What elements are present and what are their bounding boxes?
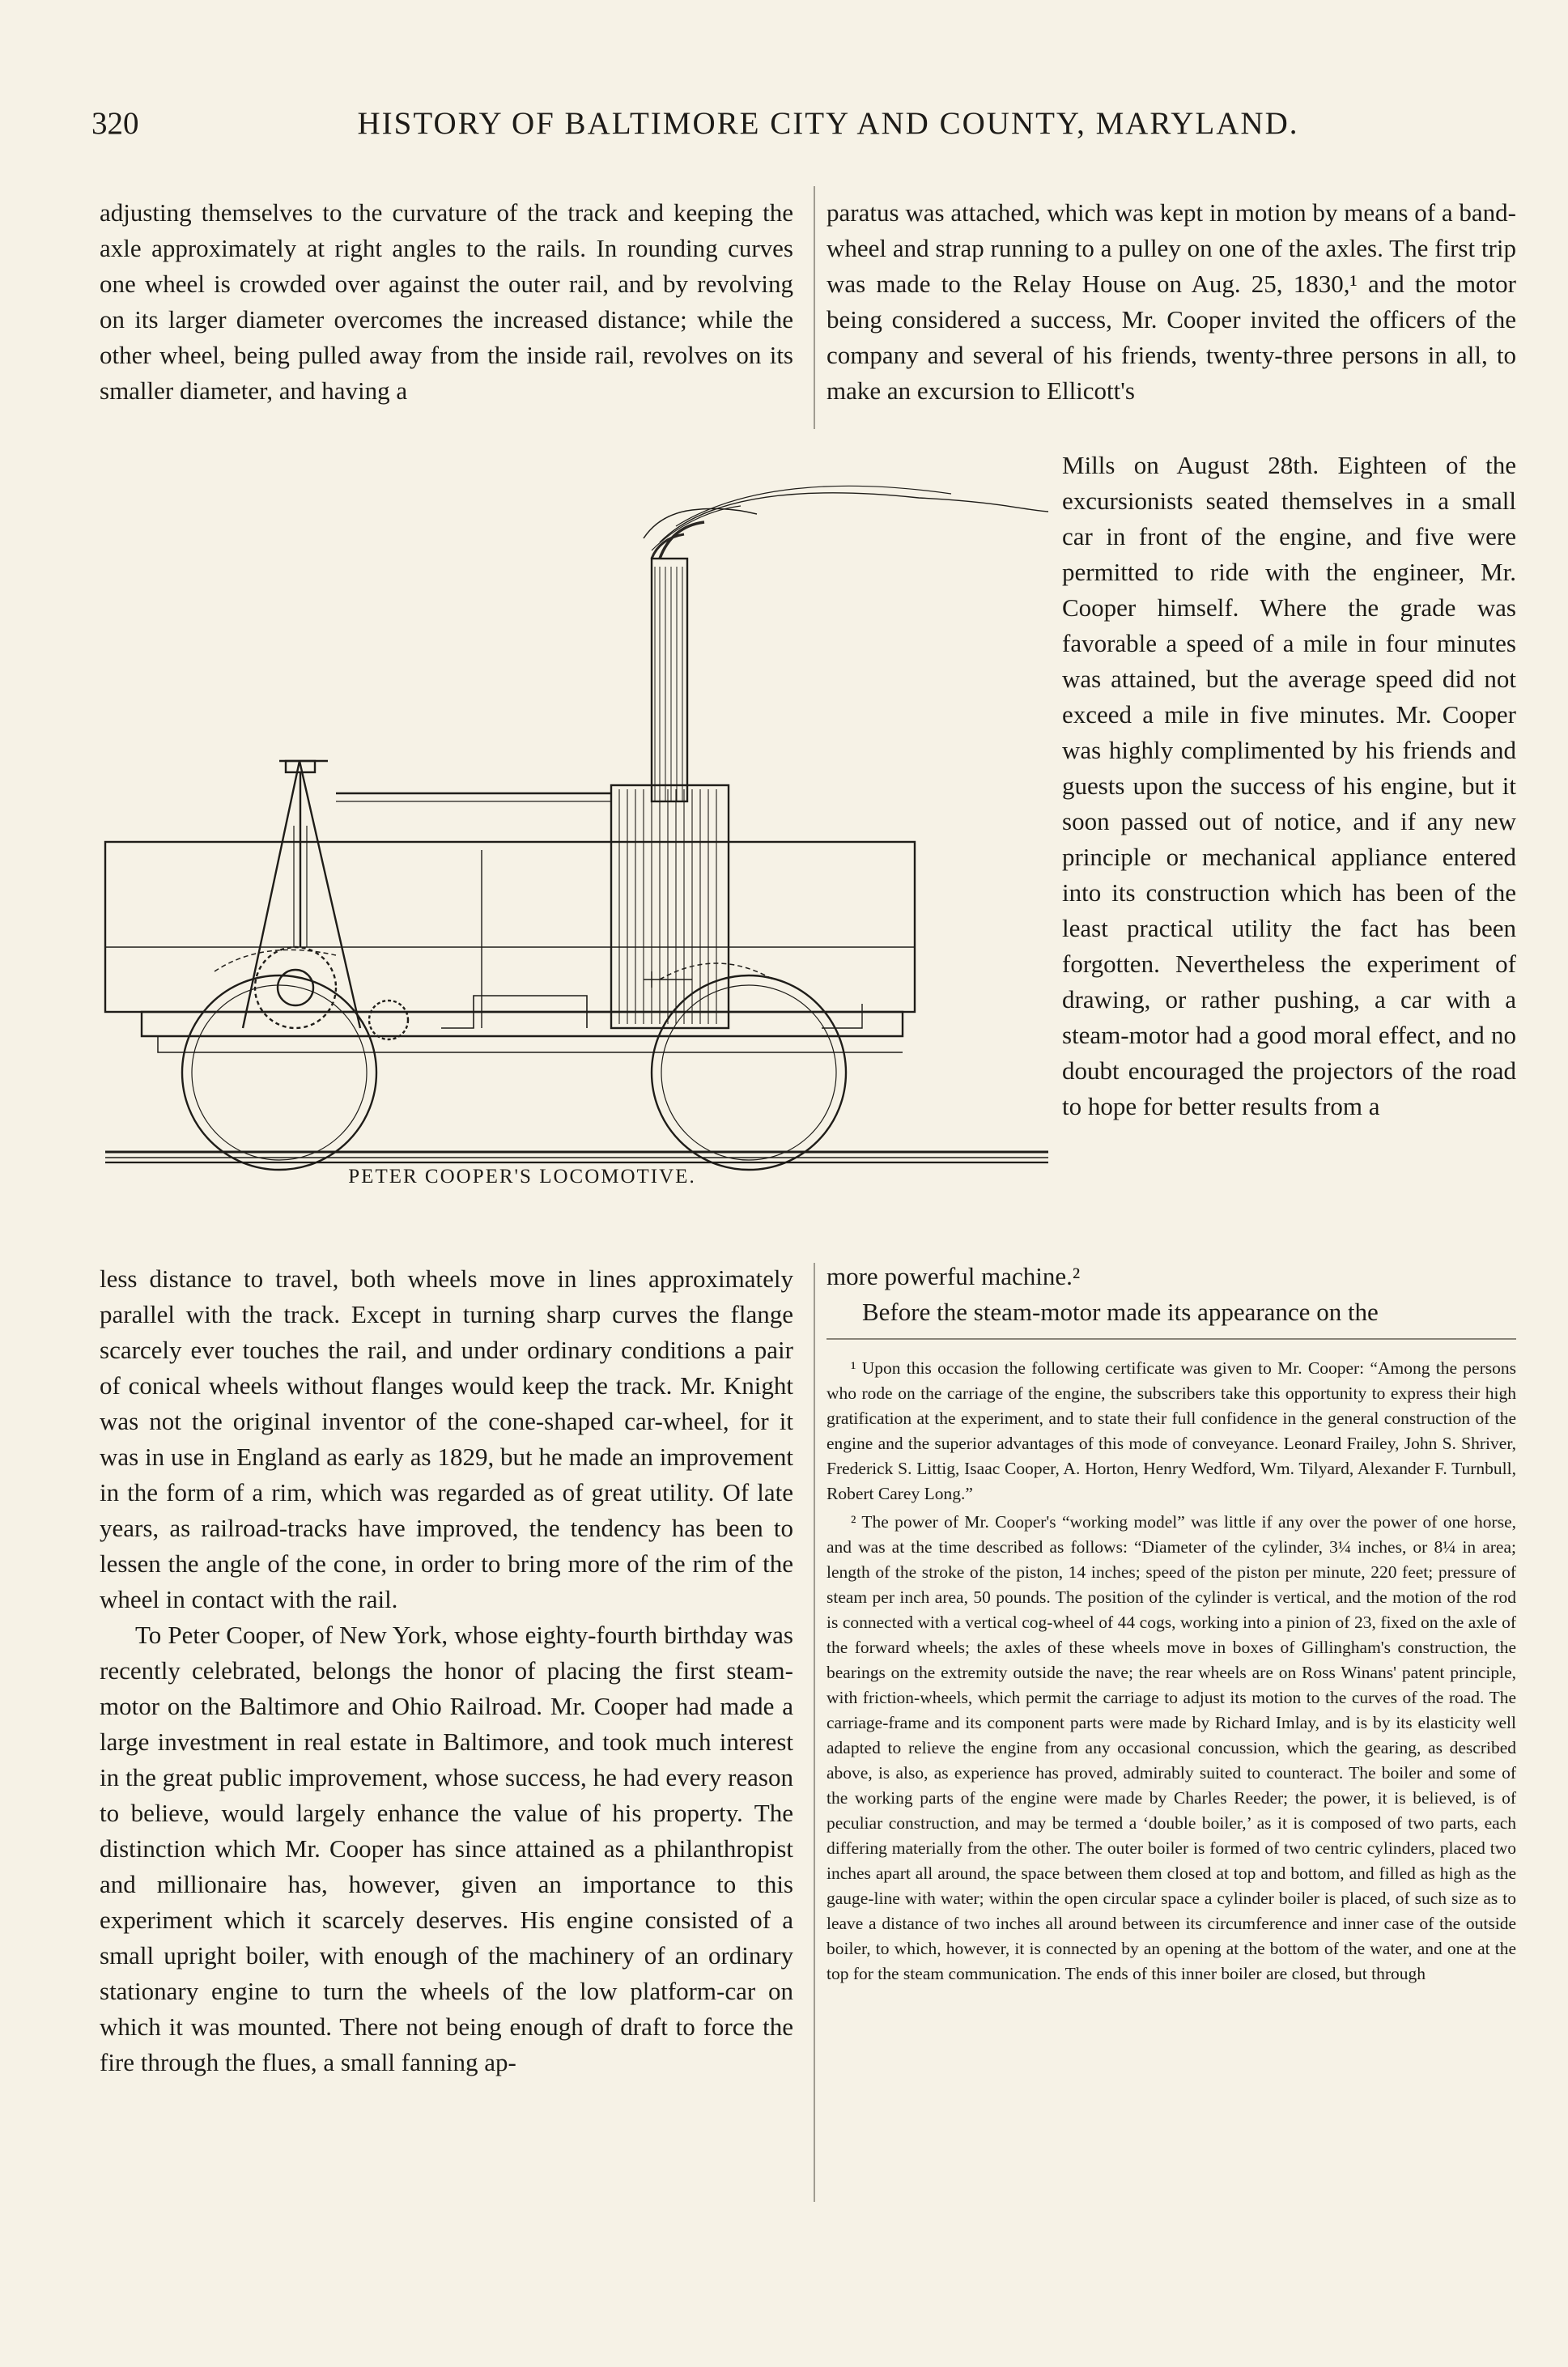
peter-cooper-paragraph: To Peter Cooper, of New York, whose eighty-fourth birthday was recently celebrated, belongs the honor of placing the first steam-motor on the Baltimore and Ohio Railroad. Mr. Cooper had made a large investment in real estate in Baltimore, and took much interest in the great public improvement, whose success, he had every reason to believe, would largely enhance the value of his property. The distinction which Mr. Cooper has since attained as a philanthropist and millionaire has, however, given an importance to this experiment which it scarcely deserves. His engine consisted of a small upright boiler, with enough of the machinery of an ordinary stationary engine to turn the wheels of the low platform-car on which it was mounted. There not being enough of draft to force the fire through the flues, a small fanning ap- bbox=[100, 1621, 793, 2076]
footnote-2: ² The power of Mr. Cooper's “working model” was little if any over the power of one horse, and was at the time described as follows: “Diameter of the cylinder, 3¼ inches, or 8¼ in area; length of the stroke of the piston, 14 inches; speed of the piston per minute, 220 feet; pressure of steam per inch area, 50 pounds. The position of the cylinder is vertical, and the motion of the rod is connected with a vertical cog-wheel of 44 cogs, working into a pinion of 23, fixed on the axle of the forward wheels; the axles of these wheels move in boxes of Gillingham's construction, the bearings on the extremity outside the nave; the rear wheels are on Ross Winans' patent principle, with friction-wheels, which permit the carriage to adjust its motion to the curves of the road. The carriage-frame and its component parts were made by Richard Imlay, and is by its elasticity well adapted to relieve the engine from any occasional concussion, which the gearing, as described above, is also, as experience has proved, admirably suited to counteract. The boiler and some of the working parts of the engine were made by Charles Reeder; the power, it is believed, is of peculiar construction, and may be termed a ‘double boiler,’ as it is composed of two parts, each differing materially from the other. The outer boiler is formed of two centric cylinders, placed two inches apart all around, the space between them closed at top and bottom, and filled as high as the gauge-line with water; within the open circular space a cylinder boiler is placed, of such size as to leave a distance of two inches all around between its circumference and inner case of the outside boiler, to which, however, it is connected by an opening at the bottom of the water, and one at the top for the steam communication. The ends of this inner boiler are closed, but through bbox=[826, 1512, 1516, 1983]
footnotes bbox=[826, 1356, 1516, 1990]
left-column-bottom bbox=[100, 1261, 793, 2241]
right-column-bottom bbox=[826, 1259, 1516, 1332]
locomotive-illustration bbox=[93, 461, 1056, 1190]
left-continued-paragraph: less distance to travel, both wheels move in lines approximately parallel with the track. Except in turning sharp curves the flange scarcely ever touches the rail, and under ordinary conditions a pair of conical wheels without flanges would keep the track. Mr. Knight was not the original inventor of the cone-shaped car-wheel, for it was in use in England as early as 1829, but he made an improvement in the form of a rim, which was regarded as of great utility. Of late years, as railroad-tracks have improved, the tendency has been to lessen the angle of the cone, in order to bring more of the rim of the wheel in contact with the rail. bbox=[100, 1264, 793, 1613]
column-divider-top bbox=[814, 186, 815, 429]
right-column-wrap bbox=[1062, 448, 1516, 1257]
right-wrap-paragraph: Mills on August 28th. Eighteen of the excursionists seated themselves in a small car in front of the engine, and five were permitted to ride with the engineer, Mr. Cooper himself. Where the grade was favorable a speed of a mile in four minutes was attained, but the average speed did not exceed a mile in five minutes. Mr. Cooper was highly complimented by his friends and guests upon the success of his engine, but it soon passed out of notice, and if any new principle or mechanical appliance entered into its construction which has been of the least practical utility the fact has been forgotten. Nevertheless the experiment of drawing, or rather pushing, a car with a steam-motor had a good moral effect, and no doubt encouraged the projectors of the road to hope for better results from a bbox=[1062, 451, 1516, 1120]
column-divider-bottom bbox=[814, 1263, 815, 2202]
footnote-1: ¹ Upon this occasion the following certificate was given to Mr. Cooper: “Among the persons who rode on the carriage of the engine, the subscribers take this opportunity to express their high gratification at the experiment, and to state their full confidence in the general construction of the engine and the superior advantages of this mode of conveyance. Leonard Frailey, John S. Shriver, Frederick S. Littig, Isaac Cooper, A. Horton, Henry Wedford, Wm. Tilyard, Alexander F. Turnbull, Robert Carey Long.” bbox=[826, 1358, 1516, 1503]
running-title: HISTORY OF BALTIMORE CITY AND COUNTY, MARYLAND. bbox=[357, 106, 1299, 141]
right-bottom-line2: Before the steam-motor made its appearance on the bbox=[862, 1298, 1379, 1326]
figure-caption: PETER COOPER'S LOCOMOTIVE. bbox=[348, 1166, 696, 1188]
right-top-paragraph: paratus was attached, which was kept in motion by means of a band-wheel and strap running to a pulley on one of the axles. The first trip was made to the Relay House on Aug. 25, 1830,¹ and the motor being considered a success, Mr. Cooper invited the officers of the company and several of his friends, twenty-three persons in all, to make an excursion to Ellicott's bbox=[826, 198, 1516, 405]
footnote-rule bbox=[826, 1338, 1516, 1340]
right-bottom-line1: more powerful machine.² bbox=[826, 1262, 1081, 1290]
left-top-paragraph: adjusting themselves to the curvature of the track and keeping the axle approximately at right angles to the rails. In rounding curves one wheel is crowded over against the outer rail, and by revolving on its larger diameter overcomes the increased distance; while the other wheel, being pulled away from the inside rail, revolves on its smaller diameter, and having a bbox=[100, 198, 793, 405]
page-number: 320 bbox=[91, 106, 139, 141]
locomotive-figure bbox=[93, 461, 1056, 1190]
left-column-top bbox=[100, 195, 793, 438]
right-column-top bbox=[826, 195, 1516, 446]
page-header bbox=[91, 105, 1516, 154]
